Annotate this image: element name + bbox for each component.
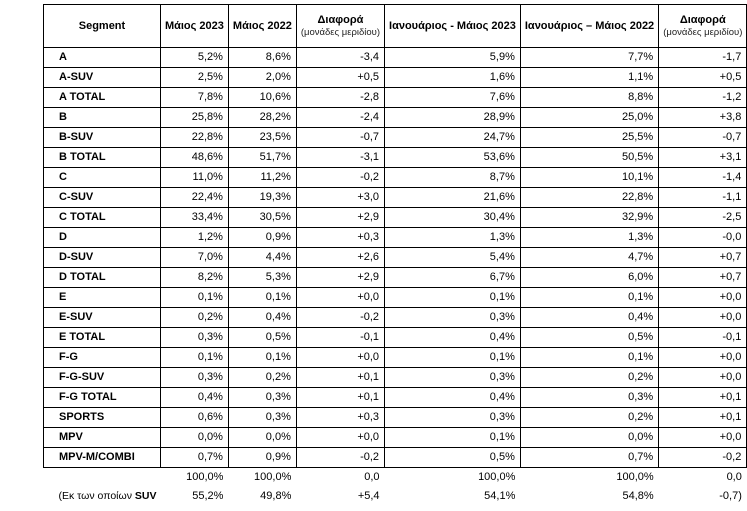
cell-may-2023: 8,2% [160, 268, 228, 288]
table-row [44, 188, 747, 208]
cell-segment: SPORTS [44, 408, 161, 428]
header-row [44, 5, 747, 48]
cell-jan-may-2022: 7,7% [520, 48, 658, 68]
cell-diff-ytd: -2,5 [659, 208, 747, 228]
cell-diff-month: +0,3 [296, 408, 384, 428]
total-diff-ytd: 0,0 [726, 471, 742, 483]
table-row [44, 308, 747, 328]
cell-segment: F-G-SUV [44, 368, 161, 388]
cell-diff-month: -3,4 [296, 48, 384, 68]
suv-label [44, 487, 161, 506]
table-row [44, 108, 747, 128]
cell-diff-ytd: +0,0 [659, 308, 747, 328]
table-row [44, 68, 747, 88]
table-row [44, 288, 747, 308]
cell-jan-may-2023: 5,4% [385, 248, 521, 268]
cell-jan-may-2022: 0,7% [520, 448, 658, 468]
cell-diff-month: +0,0 [296, 288, 384, 308]
total-row [44, 468, 747, 488]
cell-segment: A TOTAL [44, 88, 161, 108]
table-row [44, 88, 747, 108]
cell-diff-month: -2,8 [296, 88, 384, 108]
cell-jan-may-2023: 0,1% [385, 428, 521, 448]
cell-may-2023: 2,5% [160, 68, 228, 88]
table-row [44, 388, 747, 408]
table-body [44, 48, 747, 468]
cell-jan-may-2022: 25,0% [520, 108, 658, 128]
cell-jan-may-2023: 1,6% [385, 68, 521, 88]
table-row [44, 48, 747, 68]
cell-diff-ytd: +0,0 [659, 348, 747, 368]
table-footer [44, 468, 747, 507]
cell-diff-month: -3,1 [296, 148, 384, 168]
cell-jan-may-2022: 0,4% [520, 308, 658, 328]
header-diff-month-sub: (μονάδες μεριδίου) [300, 27, 381, 38]
cell-may-2022: 8,6% [228, 48, 296, 68]
cell-may-2023: 11,0% [160, 168, 228, 188]
cell-may-2023: 0,1% [160, 348, 228, 368]
cell-jan-may-2023: 0,1% [385, 288, 521, 308]
table-row [44, 128, 747, 148]
cell-may-2023: 25,8% [160, 108, 228, 128]
header-jan-may-2023: Ιανουάριος - Μάιος 2023 [385, 5, 521, 48]
table-row [44, 428, 747, 448]
header-jan-may-2022: Ιανουάριος – Μάιος 2022 [520, 5, 658, 48]
cell-may-2023: 0,1% [160, 288, 228, 308]
cell-may-2023: 5,2% [160, 48, 228, 68]
cell-diff-month: +0,1 [296, 368, 384, 388]
cell-diff-ytd: +0,7 [659, 268, 747, 288]
cell-may-2022: 0,9% [228, 448, 296, 468]
cell-diff-month: -0,2 [296, 168, 384, 188]
cell-segment: A-SUV [44, 68, 161, 88]
cell-jan-may-2023: 30,4% [385, 208, 521, 228]
cell-jan-may-2022: 0,3% [520, 388, 658, 408]
suv-jan-may-2022: 54,8% [622, 490, 654, 502]
cell-segment: MPV-M/COMBI [44, 448, 161, 468]
cell-may-2022: 0,1% [228, 288, 296, 308]
cell-jan-may-2022: 25,5% [520, 128, 658, 148]
cell-segment: C-SUV [44, 188, 161, 208]
cell-diff-month: -0,2 [296, 448, 384, 468]
cell-diff-month: -0,2 [296, 308, 384, 328]
table-row [44, 348, 747, 368]
cell-diff-ytd: +3,8 [659, 108, 747, 128]
cell-diff-ytd: +0,0 [659, 428, 747, 448]
cell-may-2023: 0,6% [160, 408, 228, 428]
cell-jan-may-2023: 53,6% [385, 148, 521, 168]
cell-may-2022: 0,5% [228, 328, 296, 348]
cell-diff-ytd: +0,0 [659, 288, 747, 308]
cell-diff-ytd: +0,1 [659, 408, 747, 428]
cell-may-2022: 0,3% [228, 388, 296, 408]
cell-diff-month: +3,0 [296, 188, 384, 208]
table-row [44, 268, 747, 288]
cell-may-2022: 0,4% [228, 308, 296, 328]
cell-jan-may-2023: 0,5% [385, 448, 521, 468]
cell-jan-may-2023: 1,3% [385, 228, 521, 248]
cell-jan-may-2023: 21,6% [385, 188, 521, 208]
cell-diff-ytd: -1,2 [659, 88, 747, 108]
cell-may-2023: 0,0% [160, 428, 228, 448]
total-label [44, 468, 161, 488]
header-may-2023: Μάιος 2023 [160, 5, 228, 48]
cell-diff-month: +0,0 [296, 348, 384, 368]
cell-jan-may-2022: 0,0% [520, 428, 658, 448]
cell-may-2022: 11,2% [228, 168, 296, 188]
table-row [44, 408, 747, 428]
total-jan-may-2022: 100,0% [616, 471, 654, 483]
header-diff-month [296, 5, 384, 48]
table-row [44, 168, 747, 188]
cell-diff-ytd: -0,2 [659, 448, 747, 468]
cell-may-2022: 0,1% [228, 348, 296, 368]
cell-segment: F-G [44, 348, 161, 368]
cell-diff-ytd: +0,5 [659, 68, 747, 88]
suv-jan-may-2023: 54,1% [484, 490, 516, 502]
cell-jan-may-2023: 6,7% [385, 268, 521, 288]
cell-may-2023: 0,3% [160, 328, 228, 348]
cell-jan-may-2022: 0,2% [520, 368, 658, 388]
suv-row [44, 487, 747, 506]
cell-segment: A [44, 48, 161, 68]
cell-segment: B-SUV [44, 128, 161, 148]
cell-jan-may-2023: 0,4% [385, 328, 521, 348]
header-segment: Segment [44, 5, 161, 48]
cell-diff-month: +2,6 [296, 248, 384, 268]
cell-may-2023: 0,2% [160, 308, 228, 328]
cell-jan-may-2023: 8,7% [385, 168, 521, 188]
suv-may-2022: 49,8% [260, 490, 292, 502]
cell-diff-month: +0,1 [296, 388, 384, 408]
cell-jan-may-2022: 1,1% [520, 68, 658, 88]
cell-jan-may-2022: 1,3% [520, 228, 658, 248]
market-share-table [43, 4, 747, 506]
cell-diff-month: -0,7 [296, 128, 384, 148]
cell-jan-may-2023: 24,7% [385, 128, 521, 148]
cell-jan-may-2023: 0,3% [385, 308, 521, 328]
cell-jan-may-2023: 7,6% [385, 88, 521, 108]
cell-segment: C [44, 168, 161, 188]
cell-may-2022: 19,3% [228, 188, 296, 208]
cell-may-2022: 0,3% [228, 408, 296, 428]
cell-diff-ytd: -1,7 [659, 48, 747, 68]
cell-segment: F-G TOTAL [44, 388, 161, 408]
header-may-2022: Μάιος 2022 [228, 5, 296, 48]
suv-diff-month: +5,4 [357, 490, 380, 502]
cell-segment: B [44, 108, 161, 128]
suv-label-prefix: (Εκ των οποίων [58, 490, 135, 502]
cell-diff-month: +2,9 [296, 208, 384, 228]
cell-segment: B TOTAL [44, 148, 161, 168]
cell-may-2023: 1,2% [160, 228, 228, 248]
cell-jan-may-2022: 0,1% [520, 288, 658, 308]
total-may-2022: 100,0% [254, 471, 292, 483]
total-may-2023: 100,0% [186, 471, 224, 483]
cell-diff-ytd: +0,7 [659, 248, 747, 268]
cell-diff-ytd: +3,1 [659, 148, 747, 168]
cell-jan-may-2023: 28,9% [385, 108, 521, 128]
cell-diff-ytd: -0,1 [659, 328, 747, 348]
cell-jan-may-2022: 0,1% [520, 348, 658, 368]
table-row [44, 448, 747, 468]
cell-may-2023: 33,4% [160, 208, 228, 228]
cell-diff-month: +0,3 [296, 228, 384, 248]
cell-jan-may-2022: 8,8% [520, 88, 658, 108]
cell-jan-may-2022: 0,5% [520, 328, 658, 348]
cell-diff-month: +2,9 [296, 268, 384, 288]
table-row [44, 148, 747, 168]
cell-segment: MPV [44, 428, 161, 448]
table-row [44, 228, 747, 248]
cell-diff-ytd: -1,1 [659, 188, 747, 208]
cell-segment: E [44, 288, 161, 308]
cell-may-2023: 0,3% [160, 368, 228, 388]
cell-diff-ytd: +0,0 [659, 368, 747, 388]
cell-jan-may-2022: 10,1% [520, 168, 658, 188]
cell-segment: E TOTAL [44, 328, 161, 348]
cell-jan-may-2022: 22,8% [520, 188, 658, 208]
cell-segment: E-SUV [44, 308, 161, 328]
table-row [44, 328, 747, 348]
cell-may-2022: 51,7% [228, 148, 296, 168]
cell-jan-may-2023: 0,3% [385, 368, 521, 388]
total-diff-month: 0,0 [364, 471, 380, 483]
suv-label-bold: SUV [134, 490, 157, 502]
table-row [44, 248, 747, 268]
total-jan-may-2023: 100,0% [478, 471, 516, 483]
cell-may-2022: 28,2% [228, 108, 296, 128]
cell-jan-may-2022: 4,7% [520, 248, 658, 268]
cell-segment: D TOTAL [44, 268, 161, 288]
cell-jan-may-2022: 0,2% [520, 408, 658, 428]
cell-may-2023: 0,4% [160, 388, 228, 408]
cell-may-2022: 10,6% [228, 88, 296, 108]
cell-jan-may-2023: 5,9% [385, 48, 521, 68]
table-row [44, 368, 747, 388]
cell-diff-month: -0,1 [296, 328, 384, 348]
cell-may-2022: 0,9% [228, 228, 296, 248]
cell-diff-month: +0,0 [296, 428, 384, 448]
cell-segment: D [44, 228, 161, 248]
cell-diff-ytd: -0,0 [659, 228, 747, 248]
cell-jan-may-2022: 50,5% [520, 148, 658, 168]
cell-jan-may-2023: 0,1% [385, 348, 521, 368]
cell-may-2023: 48,6% [160, 148, 228, 168]
cell-may-2023: 7,0% [160, 248, 228, 268]
cell-may-2023: 22,4% [160, 188, 228, 208]
table-row [44, 208, 747, 228]
cell-diff-ytd: -1,4 [659, 168, 747, 188]
cell-diff-ytd: +0,1 [659, 388, 747, 408]
suv-diff-ytd: -0,7) [719, 490, 742, 502]
cell-jan-may-2022: 6,0% [520, 268, 658, 288]
cell-jan-may-2023: 0,3% [385, 408, 521, 428]
header-diff-ytd [659, 5, 747, 48]
cell-may-2022: 2,0% [228, 68, 296, 88]
cell-may-2022: 5,3% [228, 268, 296, 288]
cell-diff-month: -2,4 [296, 108, 384, 128]
cell-diff-month: +0,5 [296, 68, 384, 88]
cell-may-2022: 0,2% [228, 368, 296, 388]
cell-may-2023: 0,7% [160, 448, 228, 468]
cell-may-2022: 30,5% [228, 208, 296, 228]
cell-may-2023: 22,8% [160, 128, 228, 148]
header-diff-ytd-title: Διαφορά [679, 14, 726, 26]
cell-may-2022: 23,5% [228, 128, 296, 148]
header-diff-ytd-sub: (μονάδες μεριδίου) [663, 27, 743, 38]
cell-may-2023: 7,8% [160, 88, 228, 108]
cell-may-2022: 4,4% [228, 248, 296, 268]
cell-jan-may-2022: 32,9% [520, 208, 658, 228]
cell-diff-ytd: -0,7 [659, 128, 747, 148]
cell-segment: D-SUV [44, 248, 161, 268]
cell-may-2022: 0,0% [228, 428, 296, 448]
cell-jan-may-2023: 0,4% [385, 388, 521, 408]
cell-segment: C TOTAL [44, 208, 161, 228]
header-diff-month-title: Διαφορά [317, 14, 364, 26]
suv-may-2023: 55,2% [192, 490, 224, 502]
